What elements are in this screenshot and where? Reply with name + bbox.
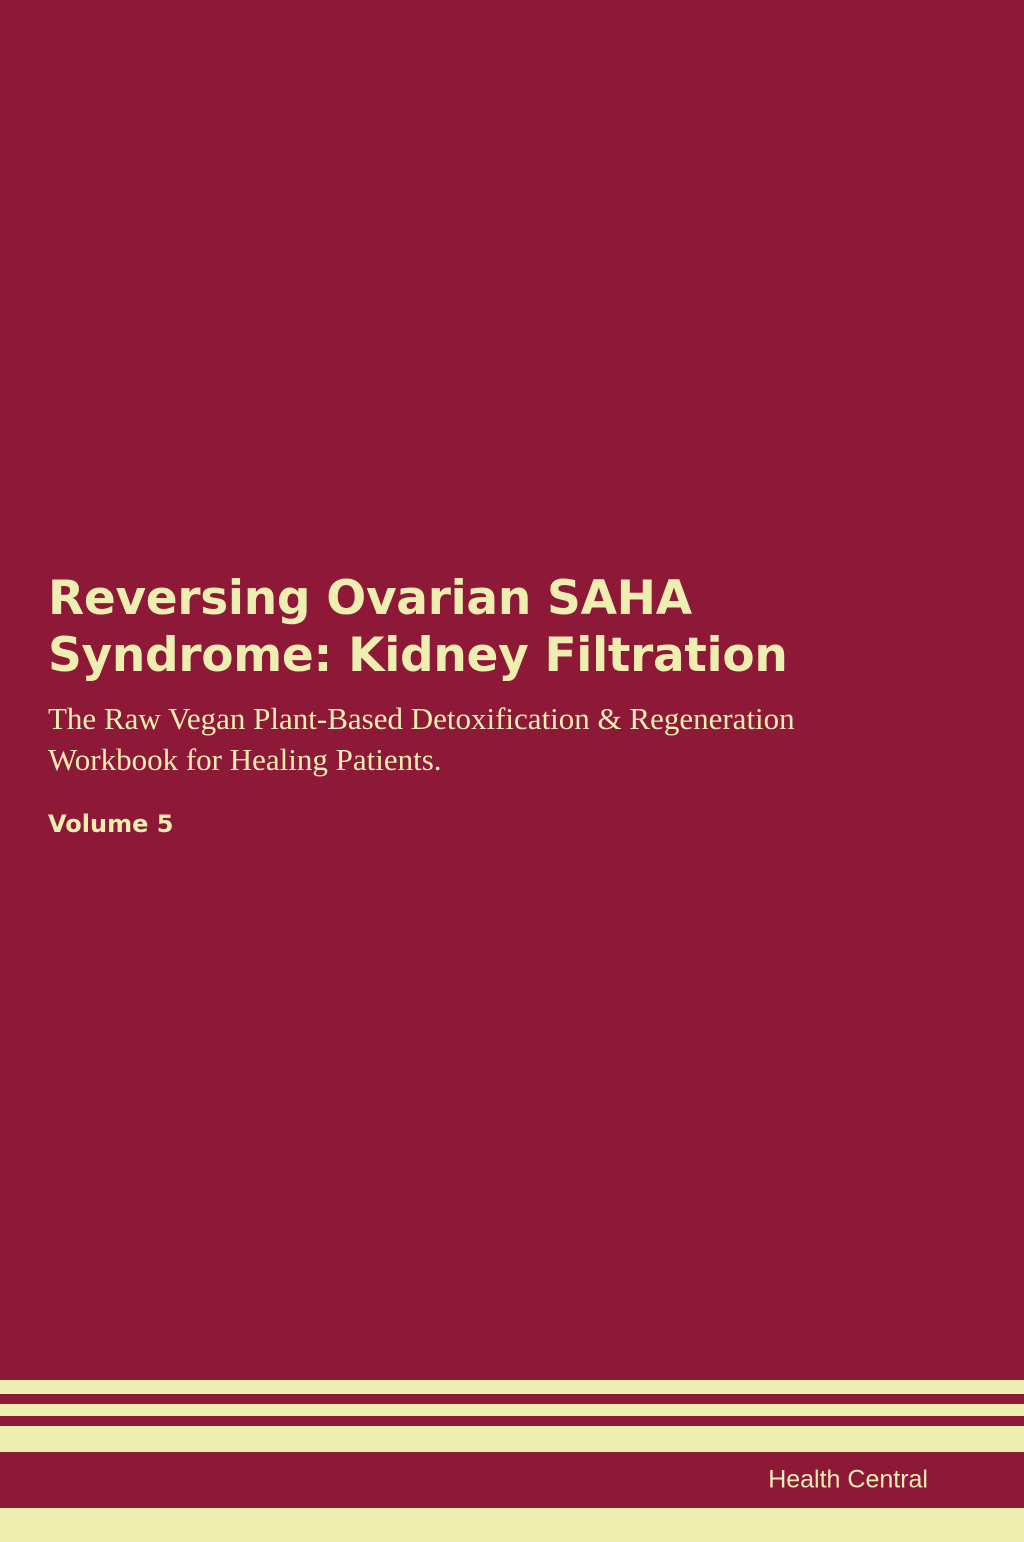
bottom-stripe-band: [0, 1380, 1024, 1542]
volume-label: Volume 5: [48, 810, 174, 839]
cover-subtitle: The Raw Vegan Plant-Based Detoxification & Regeneration Workbook for Healing Patients.: [48, 700, 795, 777]
stripe-maroon-1: [0, 1394, 1024, 1404]
stripe-cream-4: [0, 1508, 1024, 1542]
publisher-name: Health Central: [768, 1465, 928, 1494]
stripe-cream-2: [0, 1404, 1024, 1416]
cover-text-block: [48, 570, 948, 838]
page-title: Reversing Ovarian SAHA Syndrome: Kidney Filtration: [48, 571, 788, 684]
stripe-cream-3: [0, 1426, 1024, 1452]
stripe-cream-1: [0, 1380, 1024, 1394]
stripe-maroon-2: [0, 1416, 1024, 1426]
publisher-bar: [0, 1452, 1024, 1508]
